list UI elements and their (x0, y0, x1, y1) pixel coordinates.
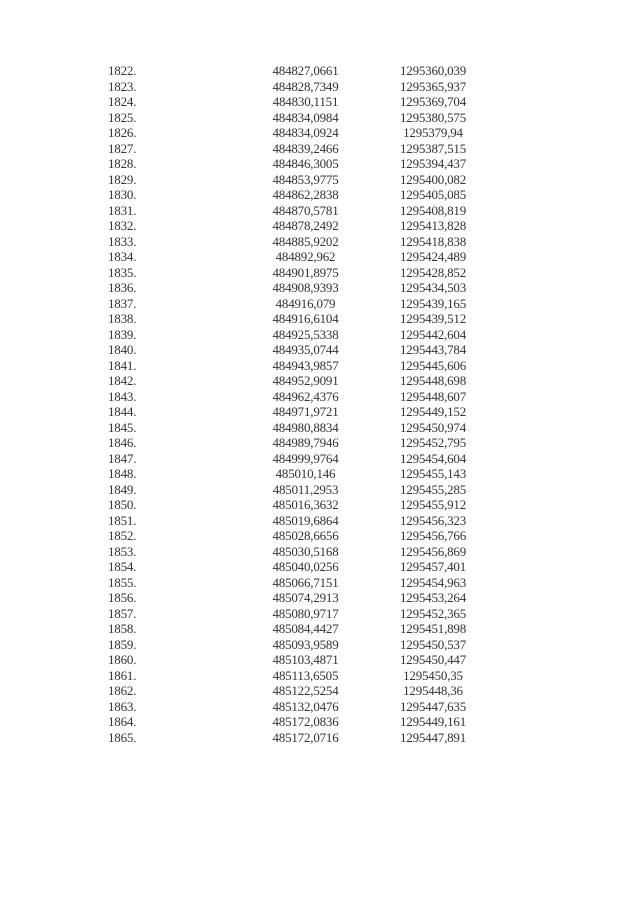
point-number-cell: 1848. (108, 466, 137, 481)
y-coordinate-cell: 1295449,161 (399, 714, 467, 729)
y-coordinate-cell: 1295439,165 (399, 295, 467, 311)
table-row (108, 559, 488, 575)
y-coordinate-cell: 1295379,94 (403, 125, 463, 140)
x-coordinate-cell: 484908,9393 (272, 280, 339, 295)
table-row (108, 699, 488, 715)
y-coordinate-cell: 1295413,828 (399, 218, 467, 233)
table-row (108, 327, 488, 343)
x-coordinate-cell: 484980,8834 (272, 419, 339, 435)
y-coordinate-cell: 1295453,264 (399, 590, 467, 605)
y-coordinate-cell: 1295450,447 (399, 652, 467, 667)
y-coordinate-cell: 1295405,085 (399, 187, 467, 202)
point-number-cell: 1834. (108, 249, 137, 264)
x-coordinate-cell: 484943,9857 (272, 357, 339, 373)
table-row (108, 249, 488, 265)
point-number-cell: 1850. (108, 497, 137, 512)
point-number-cell: 1838. (108, 311, 137, 326)
x-coordinate-cell: 484878,2492 (272, 218, 339, 233)
x-coordinate-cell: 484935,0744 (272, 342, 339, 357)
y-coordinate-cell: 1295448,36 (403, 683, 463, 698)
x-coordinate-cell: 484971,9721 (272, 404, 339, 419)
x-coordinate-cell: 484885,9202 (272, 233, 339, 249)
point-number-cell: 1825. (108, 109, 137, 125)
table-row (108, 172, 488, 188)
table-row (108, 63, 488, 79)
y-coordinate-cell: 1295428,852 (399, 264, 467, 280)
table-row (108, 389, 488, 405)
table-row (108, 156, 488, 172)
y-coordinate-cell: 1295454,963 (399, 574, 467, 590)
table-row (108, 652, 488, 668)
y-coordinate-cell: 1295448,607 (399, 388, 467, 404)
y-coordinate-cell: 1295360,039 (399, 63, 467, 78)
y-coordinate-cell: 1295445,606 (399, 357, 467, 373)
table-row (108, 714, 488, 730)
y-coordinate-cell: 1295439,512 (399, 311, 467, 326)
point-number-cell: 1862. (108, 683, 137, 698)
x-coordinate-cell: 484989,7946 (272, 435, 339, 450)
x-coordinate-cell: 485172,0836 (272, 714, 339, 729)
x-coordinate-cell: 484834,0924 (272, 125, 339, 140)
x-coordinate-cell: 485040,0256 (272, 559, 339, 574)
point-number-cell: 1831. (108, 202, 137, 218)
point-number-cell: 1865. (108, 729, 137, 745)
point-number-cell: 1846. (108, 435, 137, 450)
x-coordinate-cell: 484834,0984 (272, 109, 339, 125)
y-coordinate-cell: 1295447,891 (399, 729, 467, 745)
y-coordinate-cell: 1295442,604 (399, 326, 467, 342)
table-row (108, 373, 488, 389)
x-coordinate-cell: 485066,7151 (272, 574, 339, 590)
x-coordinate-cell: 485010,146 (275, 466, 336, 481)
point-number-cell: 1841. (108, 357, 137, 373)
point-number-cell: 1859. (108, 636, 137, 652)
point-number-cell: 1823. (108, 78, 137, 94)
x-coordinate-cell: 485093,9589 (272, 636, 339, 652)
point-number-cell: 1843. (108, 388, 137, 404)
point-number-cell: 1857. (108, 605, 137, 621)
x-coordinate-cell: 484862,2838 (272, 187, 339, 202)
point-number-cell: 1829. (108, 171, 137, 187)
y-coordinate-cell: 1295400,082 (399, 171, 467, 187)
point-number-cell: 1849. (108, 481, 137, 497)
point-number-cell: 1839. (108, 326, 137, 342)
x-coordinate-cell: 485122,5254 (272, 683, 339, 698)
point-number-cell: 1863. (108, 698, 137, 714)
table-row (108, 296, 488, 312)
x-coordinate-cell: 485132,0476 (272, 698, 339, 714)
x-coordinate-cell: 484839,2466 (272, 140, 339, 156)
y-coordinate-cell: 1295448,698 (399, 373, 467, 388)
point-number-cell: 1854. (108, 559, 137, 574)
y-coordinate-cell: 1295424,489 (399, 249, 467, 264)
y-coordinate-cell: 1295408,819 (399, 202, 467, 218)
table-row (108, 590, 488, 606)
point-number-cell: 1828. (108, 156, 137, 171)
table-row (108, 311, 488, 327)
point-number-cell: 1833. (108, 233, 137, 249)
point-number-cell: 1845. (108, 419, 137, 435)
x-coordinate-cell: 485028,6656 (272, 528, 339, 543)
table-row (108, 94, 488, 110)
point-number-cell: 1840. (108, 342, 137, 357)
y-coordinate-cell: 1295369,704 (399, 94, 467, 109)
table-row (108, 730, 488, 746)
point-number-cell: 1852. (108, 528, 137, 543)
point-number-cell: 1822. (108, 63, 137, 78)
table-row (108, 280, 488, 296)
x-coordinate-cell: 485080,9717 (272, 605, 339, 621)
table-row (108, 358, 488, 374)
point-number-cell: 1837. (108, 295, 137, 311)
point-number-cell: 1847. (108, 450, 137, 466)
table-row (108, 203, 488, 219)
table-row (108, 668, 488, 684)
table-row (108, 606, 488, 622)
coordinates-table-body (108, 63, 488, 745)
y-coordinate-cell: 1295387,515 (399, 140, 467, 156)
y-coordinate-cell: 1295452,795 (399, 435, 467, 450)
point-number-cell: 1856. (108, 590, 137, 605)
x-coordinate-cell: 485011,2953 (272, 481, 339, 497)
x-coordinate-cell: 485113,6505 (272, 667, 339, 683)
x-coordinate-cell: 485074,2913 (272, 590, 339, 605)
point-number-cell: 1860. (108, 652, 137, 667)
y-coordinate-cell: 1295450,537 (399, 636, 467, 652)
x-coordinate-cell: 484846,3005 (272, 156, 339, 171)
y-coordinate-cell: 1295380,575 (399, 109, 467, 125)
point-number-cell: 1844. (108, 404, 137, 419)
x-coordinate-cell: 485084,4427 (272, 621, 339, 636)
point-number-cell: 1826. (108, 125, 137, 140)
point-number-cell: 1861. (108, 667, 137, 683)
x-coordinate-cell: 484853,9775 (272, 171, 339, 187)
table-row (108, 575, 488, 591)
x-coordinate-cell: 484999,9764 (272, 450, 339, 466)
table-row (108, 79, 488, 95)
y-coordinate-cell: 1295456,323 (399, 512, 467, 528)
y-coordinate-cell: 1295434,503 (399, 280, 467, 295)
table-row (108, 125, 488, 141)
y-coordinate-cell: 1295418,838 (399, 233, 467, 249)
y-coordinate-cell: 1295450,974 (399, 419, 467, 435)
table-row (108, 435, 488, 451)
y-coordinate-cell: 1295443,784 (399, 342, 467, 357)
y-coordinate-cell: 1295454,604 (399, 450, 467, 466)
y-coordinate-cell: 1295450,35 (403, 667, 463, 683)
x-coordinate-cell: 484830,1151 (272, 94, 339, 109)
x-coordinate-cell: 484916,6104 (272, 311, 339, 326)
y-coordinate-cell: 1295455,285 (399, 481, 467, 497)
table-row (108, 265, 488, 281)
x-coordinate-cell: 484962,4376 (272, 388, 339, 404)
point-number-cell: 1832. (108, 218, 137, 233)
table-row (108, 451, 488, 467)
y-coordinate-cell: 1295455,143 (399, 466, 467, 481)
table-row (108, 544, 488, 560)
table-row (108, 342, 488, 358)
point-number-cell: 1827. (108, 140, 137, 156)
x-coordinate-cell: 484952,9091 (272, 373, 339, 388)
point-number-cell: 1842. (108, 373, 137, 388)
point-number-cell: 1858. (108, 621, 137, 636)
table-row (108, 187, 488, 203)
y-coordinate-cell: 1295447,635 (399, 698, 467, 714)
table-row (108, 528, 488, 544)
table-row (108, 497, 488, 513)
table-row (108, 621, 488, 637)
x-coordinate-cell: 484916,079 (275, 295, 336, 311)
x-coordinate-cell: 485030,5168 (272, 543, 339, 559)
table-row (108, 513, 488, 529)
y-coordinate-cell: 1295449,152 (399, 404, 467, 419)
table-row (108, 218, 488, 234)
point-number-cell: 1851. (108, 512, 137, 528)
point-number-cell: 1855. (108, 574, 137, 590)
point-number-cell: 1830. (108, 187, 137, 202)
y-coordinate-cell: 1295451,898 (399, 621, 467, 636)
y-coordinate-cell: 1295456,869 (399, 543, 467, 559)
table-row (108, 420, 488, 436)
x-coordinate-cell: 485172,0716 (272, 729, 339, 745)
point-number-cell: 1836. (108, 280, 137, 295)
y-coordinate-cell: 1295457,401 (399, 559, 467, 574)
x-coordinate-cell: 485016,3632 (272, 497, 339, 512)
table-row (108, 404, 488, 420)
x-coordinate-cell: 484870,5781 (272, 202, 339, 218)
table-row (108, 482, 488, 498)
x-coordinate-cell: 484925,5338 (272, 326, 339, 342)
y-coordinate-cell: 1295365,937 (399, 78, 467, 94)
table-row (108, 637, 488, 653)
table-row (108, 234, 488, 250)
x-coordinate-cell: 484892,962 (275, 249, 336, 264)
x-coordinate-cell: 485103,4871 (272, 652, 339, 667)
table-row (108, 141, 488, 157)
x-coordinate-cell: 485019,6864 (272, 512, 339, 528)
coordinates-table (108, 63, 488, 745)
table-row (108, 683, 488, 699)
point-number-cell: 1853. (108, 543, 137, 559)
table-row (108, 110, 488, 126)
point-number-cell: 1835. (108, 264, 137, 280)
y-coordinate-cell: 1295452,365 (399, 605, 467, 621)
x-coordinate-cell: 484901,8975 (272, 264, 339, 280)
x-coordinate-cell: 484828,7349 (272, 78, 339, 94)
table-row (108, 466, 488, 482)
y-coordinate-cell: 1295394,437 (399, 156, 467, 171)
y-coordinate-cell: 1295455,912 (399, 497, 467, 512)
y-coordinate-cell: 1295456,766 (399, 528, 467, 543)
point-number-cell: 1864. (108, 714, 137, 729)
point-number-cell: 1824. (108, 94, 137, 109)
x-coordinate-cell: 484827,0661 (272, 63, 339, 78)
